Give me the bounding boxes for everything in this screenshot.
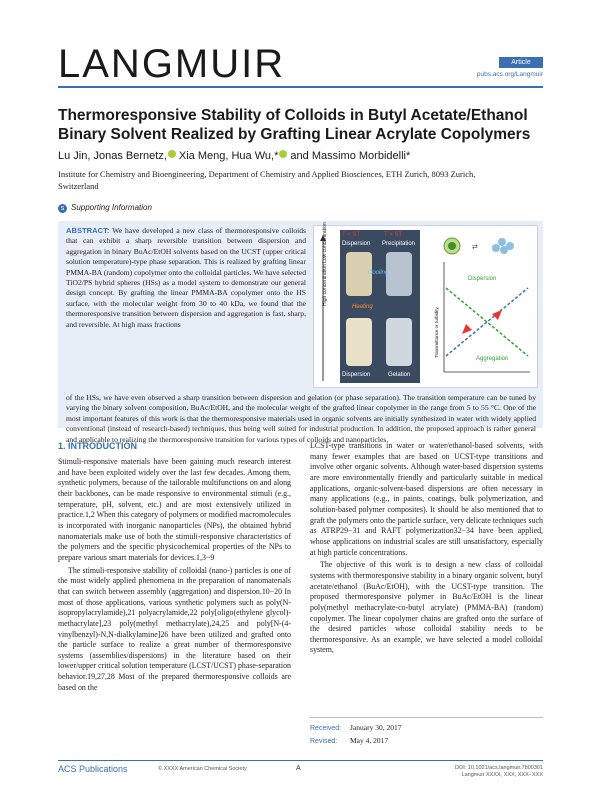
toc-graph-axis-label: Transmittance or turbidity xyxy=(434,307,439,358)
author-names-1: Lu Jin, Jonas Bernetz, xyxy=(58,150,167,162)
intro-left-column xyxy=(58,457,291,695)
received-label: Received: xyxy=(310,725,342,732)
toc-photo-panel xyxy=(340,230,420,383)
revised-label: Revised: xyxy=(310,738,338,745)
abstract-label: ABSTRACT: xyxy=(66,226,110,235)
intro-paragraph-1: Stimuli-responsive materials have been gaining much research interest and have been exploited widely over the last few decades. Among them, synthetic polymers, because of the tailorable multifunctions on and along their backbones, can be made responsive to environmental stimuli (e.g., temperature, pH, solvent, etc.) and are most extensively utilized in practice.1,2 When this category of polymers or modified macromolecules is incorporated with inorganic nanoparticles (NPs), the obtained hybrid nanomaterials make use of both the stimuli-responsive characteristics of the polymers and the specific physicochemical properties of the NPs to prepare various smart materials for devices.1,3−9 xyxy=(58,457,291,562)
dates-divider xyxy=(310,717,543,718)
toc-transition-graph xyxy=(432,232,534,382)
toc-particle-icons xyxy=(444,238,514,254)
toc-concentration-label: High concentration Low concentration xyxy=(322,222,328,306)
journal-citation: Langmuir XXXX, XXX, XXX−XXX xyxy=(461,772,543,778)
received-date: January 30, 2017 xyxy=(350,723,402,732)
supporting-info-label: Supporting Information xyxy=(71,203,152,212)
toc-precipitation-label: Precipitation xyxy=(382,241,416,247)
toc-vial-dispersion-2 xyxy=(346,318,372,366)
toc-heating-label: Heating xyxy=(352,304,373,310)
author-names-3: and Massimo Morbidelli* xyxy=(287,150,411,162)
orcid-icon[interactable] xyxy=(168,150,176,158)
publisher-logo: ACS Publications xyxy=(58,764,128,774)
svg-text:⇄: ⇄ xyxy=(472,244,478,251)
toc-vial-gelation xyxy=(386,318,412,366)
article-type-badge: Article xyxy=(499,57,543,68)
affiliation: Institute for Chemistry and Bioengineering, Department of Chemistry and Applied Biosciences, ETH Zurich, 8093 Zurich, Switzerland xyxy=(58,169,476,191)
intro-right-column xyxy=(310,441,543,658)
abstract-text-upper xyxy=(66,226,306,330)
article-title: Thermoresponsive Stability of Colloids in Butyl Acetate/Ethanol Binary Solvent Realized by Grafting Linear Acrylate Copolymers xyxy=(58,107,531,143)
abstract-body-left: We have developed a new class of thermoresponsive colloids that can exhibit a sharp reversible transition between dispersion and aggregation in binary BuAc/EtOH solvents based on the UCST (upper critical solution temperature)-type phase separation. This is realized by grafting linear PMMA-BA (random) copolymer onto the colloidal particles. We have selected TiO2/PS hybrid spheres (HSs) as a model system to demonstrate our general design concept. By grafting the linear PMMA-BA copolymer onto the HS surface, with the molecular weight from 30 to 40 kDa, we found that the thermoresponsive transition between dispersion and aggregation is fast, sharp, and reversible. At high mass fractions xyxy=(66,226,306,329)
toc-temp-low: T < ST xyxy=(342,232,361,238)
page-number: A xyxy=(296,765,301,772)
copyright-notice: © XXXX American Chemical Society xyxy=(158,766,247,772)
footer-divider xyxy=(58,760,543,761)
author-list xyxy=(58,150,410,162)
toc-temp-high: T > ST xyxy=(384,232,403,238)
toc-graph-aggregation-label: Aggregation xyxy=(476,356,509,362)
toc-gelation-label: Gelation xyxy=(388,372,411,378)
section-heading-introduction: 1. INTRODUCTION xyxy=(58,441,138,451)
toc-cooling-label: Cooling xyxy=(368,270,389,276)
author-names-2: Xia Meng, Hua Wu,* xyxy=(175,150,279,162)
doi-link[interactable]: DOI: 10.1021/acs.langmuir.7b00301 xyxy=(454,765,543,771)
publication-dates xyxy=(310,722,401,748)
toc-dispersion-label-2: Dispersion xyxy=(342,372,371,378)
intro-paragraph-2: The stimuli-responsive stability of colloidal (nano-) particles is one of the most widely applied phenomena in the preparation of nanomaterials that can switch between assembly (aggregation) and dispersion.10−20 In most of those applications, various synthetic polymers such as poly(N-isopropylacrylamide),21 polyacrylamide,22 poly[oligo(ethylene glycol)-methacrylate],23 poly(methyl methacrylate),24,25 and poly[N-(4-vinylbenzyl)-N,N-dialkylamine]26 have been utilized and grafted onto the particle surface to realize a great number of thermoresponsive systems (assemblies/dispersions) in the literature based on their lower/upper critical solution temperature (LCST/UCST) phase-separation behavior.19,27,28 Most of the prepared thermoresponsive colloids are based on the xyxy=(58,565,291,692)
supporting-information-link[interactable] xyxy=(58,203,152,213)
journal-logo: LANGMUIR xyxy=(58,42,286,86)
toc-graph-dispersion-label: Dispersion xyxy=(468,276,497,282)
supporting-info-icon: s xyxy=(58,204,67,213)
journal-url-link[interactable]: pubs.acs.org/Langmuir xyxy=(476,71,543,78)
intro-paragraph-4: The objective of this work is to design a new class of colloidal systems with thermoresponsive stability in a binary organic solvent, butyl acetate/ethanol (BuAc/EtOH), with the UCST-type transition. The proposed thermoresponsive polymer in BuAc/EtOH is the linear poly(methyl methacrylate-co-butyl acrylate) (PMMA-BA) (random) copolymer. The linear copolymer chains are grafted onto the surface of the desired particles whose colloidal stability needs to be thermoresponsive. As an example, we have selected a model colloidal system, xyxy=(310,560,543,655)
header-divider xyxy=(58,86,543,88)
intro-paragraph-3: LCST-type transitions in water or water/ethanol-based solvents, with many fewer examples that are based on UCST-type transitions and involve other organic solvents. Although water-based dispersion systems are more environmentally friendly and particularly suitable in medical applications, organic-solvent-based dispersions are often necessary in many applications (e.g., in paints, coatings, bulk polymerization, and solution-based polymer composites). It should be also mentioned that to graft the polymers onto the particle surface, very delicate techniques such as ATRP29−31 and RAFT polymerization32−34 have been applied, whose applications on industrial scales are still unsatisfactory, especially at high particle concentrations. xyxy=(310,441,543,557)
doi-citation xyxy=(455,765,543,779)
revised-date: May 4, 2017 xyxy=(350,736,389,745)
abstract-text-lower: of the HSs, we have even observed a sharp transition between dispersion and gelation (or phase separation). The transition temperature can be tuned by varying the binary solvent composition, BuAc/EtOH, and the molecular weight of the grafted linear copolymer in the range from 5 to 55 °C. One of the most important features of this work is that the thermoresponsive materials used in organic solvents are initially synthesized in water with widely applied conventional (instead of research-based) techniques, thus being well suited for industrial production. In addition, the proposed approach is rather general and applicable to realizing the thermoresponsive transition for various types of colloids and nanoparticles. xyxy=(66,393,536,444)
toc-dispersion-label: Dispersion xyxy=(342,241,371,247)
toc-vial-precipitation xyxy=(386,252,412,296)
